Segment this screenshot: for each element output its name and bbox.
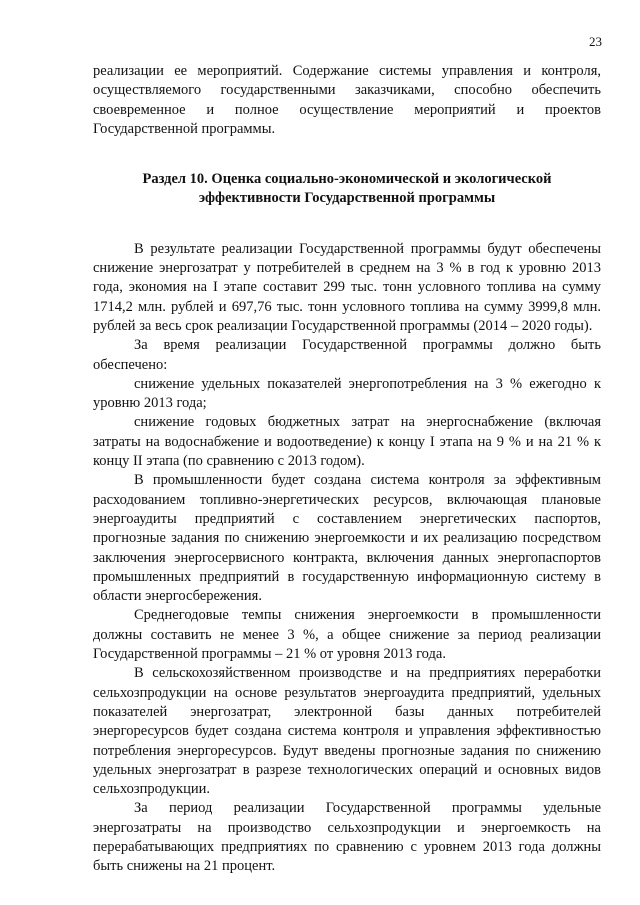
section-heading-line-2: эффективности Государственной программы <box>198 190 496 207</box>
paragraph-industry: В промышленности будет создана система контроля за эффективным расходованием топливно-энергетических ресурсов, включающая плановые энергоаудиты предприятий с составлением энергетических паспортов, прогнозные задания по снижению энергоемкости и их реализацию посредством заключения энергосервисного контракта, включения данных энергопаспортов промышленных предприятий в государственную информационную систему в области энергосбережения. <box>93 472 601 605</box>
page-number: 23 <box>589 34 602 49</box>
paragraph-agriculture: В сельскохозяйственном производстве и на предприятиях переработки сельхозпродукции на основе результатов энергоаудита предприятий, удельных показателей энергозатрат, электронной базы данных потребителей энергоресурсов будет создана система контроля и управления эффективностью потребления энергоресурсов. Будут введены прогнозные задания по снижению удельных энергозатрат в разрезе технологических операций и основных видов сельхозпродукции. <box>93 665 601 798</box>
paragraph-should-be-ensured: За время реализации Государственной программы должно быть обеспечено: <box>93 337 601 373</box>
paragraph-consumption-reduction: снижение удельных показателей энергопотребления на 3 % ежегодно к уровню 2013 года; <box>93 375 601 412</box>
paragraph-results: В результате реализации Государственной программы будут обеспечены снижение энергозатрат у потребителей в среднем на 3 % в год к уровню 2013 года, экономия на I этапе составит 299 тыс. тонн условного топлива на сумму 1714,2 млн. рублей и 697,76 тыс. тонн условного топлива на сумму 3999,8 млн. рублей за весь срок реализации Государственной программы (2014 – 2020 годы). <box>93 240 601 334</box>
paragraph-agriculture-target: За период реализации Государственной программы удельные энергозатраты на производство сельхозпродукции и энергоемкость на перерабатывающих предприятиях по сравнению с уровнем 2013 года должны быть снижены на 21 процент. <box>93 800 601 875</box>
paragraph-energy-intensity: Среднегодовые темпы снижения энергоемкости в промышленности должны составить не менее 3 %, а общее снижение за период реализации Государственной программы – 21 % от уровня 2013 года. <box>93 607 601 663</box>
section-heading-line-1: Раздел 10. Оценка социально-экономической и экологической <box>142 171 552 188</box>
paragraph-budget-reduction: снижение годовых бюджетных затрат на энергоснабжение (включая затраты на водоснабжение и водоотведение) к концу I этапа на 9 % и на 21 % к концу II этапа (по сравнению с 2013 годом). <box>93 414 601 470</box>
section-heading <box>93 170 601 209</box>
intro-paragraph: реализации ее мероприятий. Содержание системы управления и контроля, осуществляемого государственными заказчиками, способно обеспечить своевременное и полное осуществление мероприятий и проектов Государственной программы. <box>93 63 601 137</box>
document-body <box>93 62 601 877</box>
